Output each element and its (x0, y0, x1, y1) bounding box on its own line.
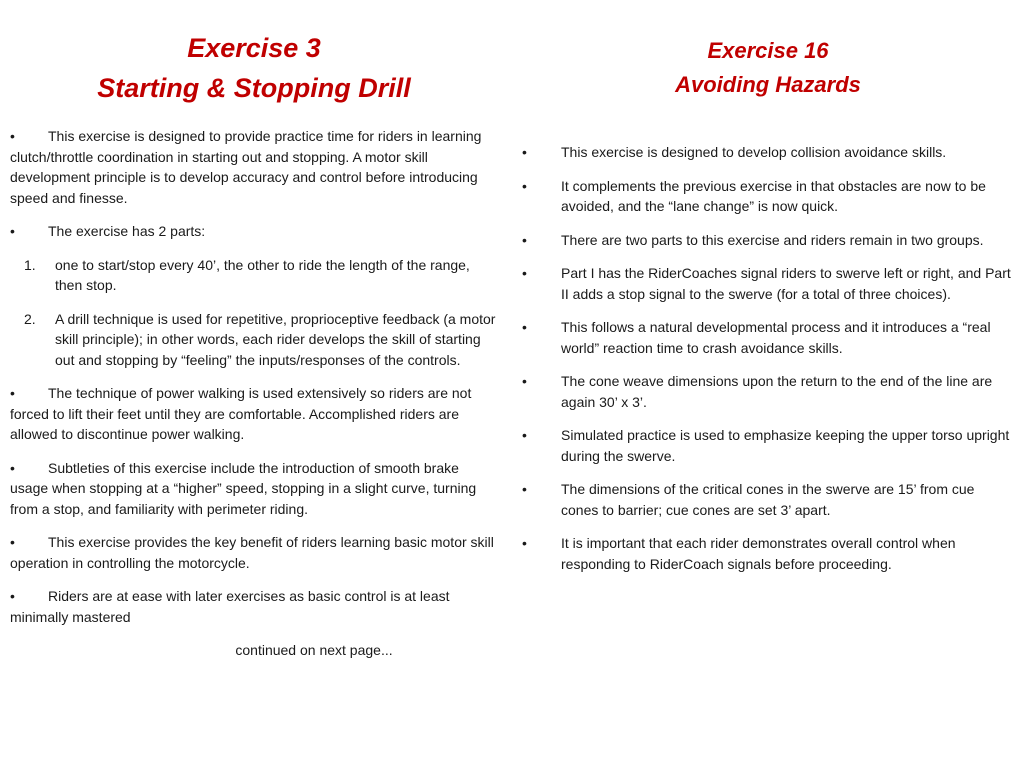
bullet-list (522, 142, 1014, 574)
bullet-mark: • (522, 231, 527, 248)
bullet-text: This follows a natural developmental process and it introduces a “real world” reaction time to crash avoidance skills. (561, 319, 991, 356)
bullet-item (10, 458, 498, 520)
bullet-text: The technique of power walking is used extensively so riders are not forced to lift their feet until they are comfortable. Accomplished riders are allowed to discontinue power walking. (10, 385, 472, 442)
bullet-text: This exercise is designed to provide practice time for riders in learning clutch/throttle coordination in starting out and stopping. A motor skill development principle is to develop accuracy and control before introducing speed and finesse. (10, 128, 482, 206)
item-number: 2. (24, 310, 36, 327)
item-text: A drill technique is used for repetitive, proprioceptive feedback (a motor skill principle); in other words, each rider develops the skill of starting out and stopping by “feeling” the inputs/responses of the controls. (55, 310, 496, 368)
bullet-mark: • (10, 534, 15, 550)
numbered-item (10, 255, 498, 296)
title-line-2: Avoiding Hazards (675, 72, 861, 97)
bullet-text: Part I has the RiderCoaches signal riders to swerve left or right, and Part II adds a stop signal to the swerve (for a total of three choices). (561, 265, 1011, 302)
right-column (522, 0, 1014, 587)
bullet-text: The dimensions of the critical cones in the swerve are 15’ from cue cones to barrier; cue cones are set 3’ apart. (561, 481, 975, 518)
title-line-2: Starting & Stopping Drill (97, 73, 411, 103)
exercise-16-title (522, 0, 1014, 102)
bullet-text: There are two parts to this exercise and riders remain in two groups. (561, 231, 984, 248)
bullet-mark: • (10, 459, 15, 476)
bullet-text: Simulated practice is used to emphasize keeping the upper torso upright during the swerve. (561, 427, 1010, 464)
left-column (10, 0, 498, 661)
bullet-mark: • (522, 427, 527, 443)
bullet-mark: • (10, 223, 15, 239)
bullet-mark: • (522, 373, 527, 389)
item-number: 1. (24, 256, 36, 273)
exercise-3-title (10, 0, 498, 108)
exercise-3-content (10, 126, 498, 661)
bullet-text: This exercise is designed to develop collision avoidance skills. (561, 144, 947, 160)
bullet-item (522, 425, 1014, 466)
bullet-item (522, 479, 1014, 520)
bullet-item (522, 533, 1014, 574)
continued-note: continued on next page... (235, 642, 393, 658)
bullet-item (522, 371, 1014, 412)
bullet-mark: • (522, 535, 527, 551)
numbered-list (10, 255, 498, 371)
bullet-item (10, 221, 498, 242)
bullet-mark: • (522, 177, 527, 194)
bullet-item (522, 317, 1014, 358)
bullet-item (522, 176, 1014, 217)
bullet-mark: • (10, 588, 15, 604)
title-line-1: Exercise 3 (187, 33, 321, 63)
bullet-text: Subtleties of this exercise include the introduction of smooth brake usage when stopping at a “higher” speed, stopping in a slight curve, turning from a stop, and familiarity with perimeter riding. (10, 459, 477, 517)
bullet-mark: • (10, 128, 15, 144)
bullet-item (522, 230, 1014, 251)
bullet-mark: • (522, 481, 527, 497)
numbered-item (10, 309, 498, 371)
bullet-item (10, 383, 498, 445)
bullet-item (10, 126, 498, 208)
bullet-item (522, 263, 1014, 304)
bullet-text: It is important that each rider demonstrates overall control when responding to RiderCoach signals before proceeding. (561, 535, 956, 572)
bullet-mark: • (522, 319, 527, 335)
bullet-item (10, 532, 498, 573)
bullet-mark: • (10, 385, 15, 401)
bullet-text: It complements the previous exercise in that obstacles are now to be avoided, and the “lane change” is now quick. (561, 177, 986, 214)
item-text: one to start/stop every 40’, the other to ride the length of the range, then stop. (55, 256, 470, 293)
title-line-1: Exercise 16 (707, 38, 829, 63)
exercise-16-content (522, 142, 1014, 574)
bullet-text: This exercise provides the key benefit of riders learning basic motor skill operation in controlling the motorcycle. (10, 534, 494, 571)
bullet-item (10, 586, 498, 627)
bullet-mark: • (522, 265, 527, 281)
bullet-item (522, 142, 1014, 163)
bullet-text: Riders are at ease with later exercises as basic control is at least minimally mastered (10, 588, 450, 625)
bullet-text: The exercise has 2 parts: (48, 223, 206, 239)
bullet-mark: • (522, 144, 527, 160)
bullet-text: The cone weave dimensions upon the return to the end of the line are again 30’ x 3’. (561, 373, 993, 410)
